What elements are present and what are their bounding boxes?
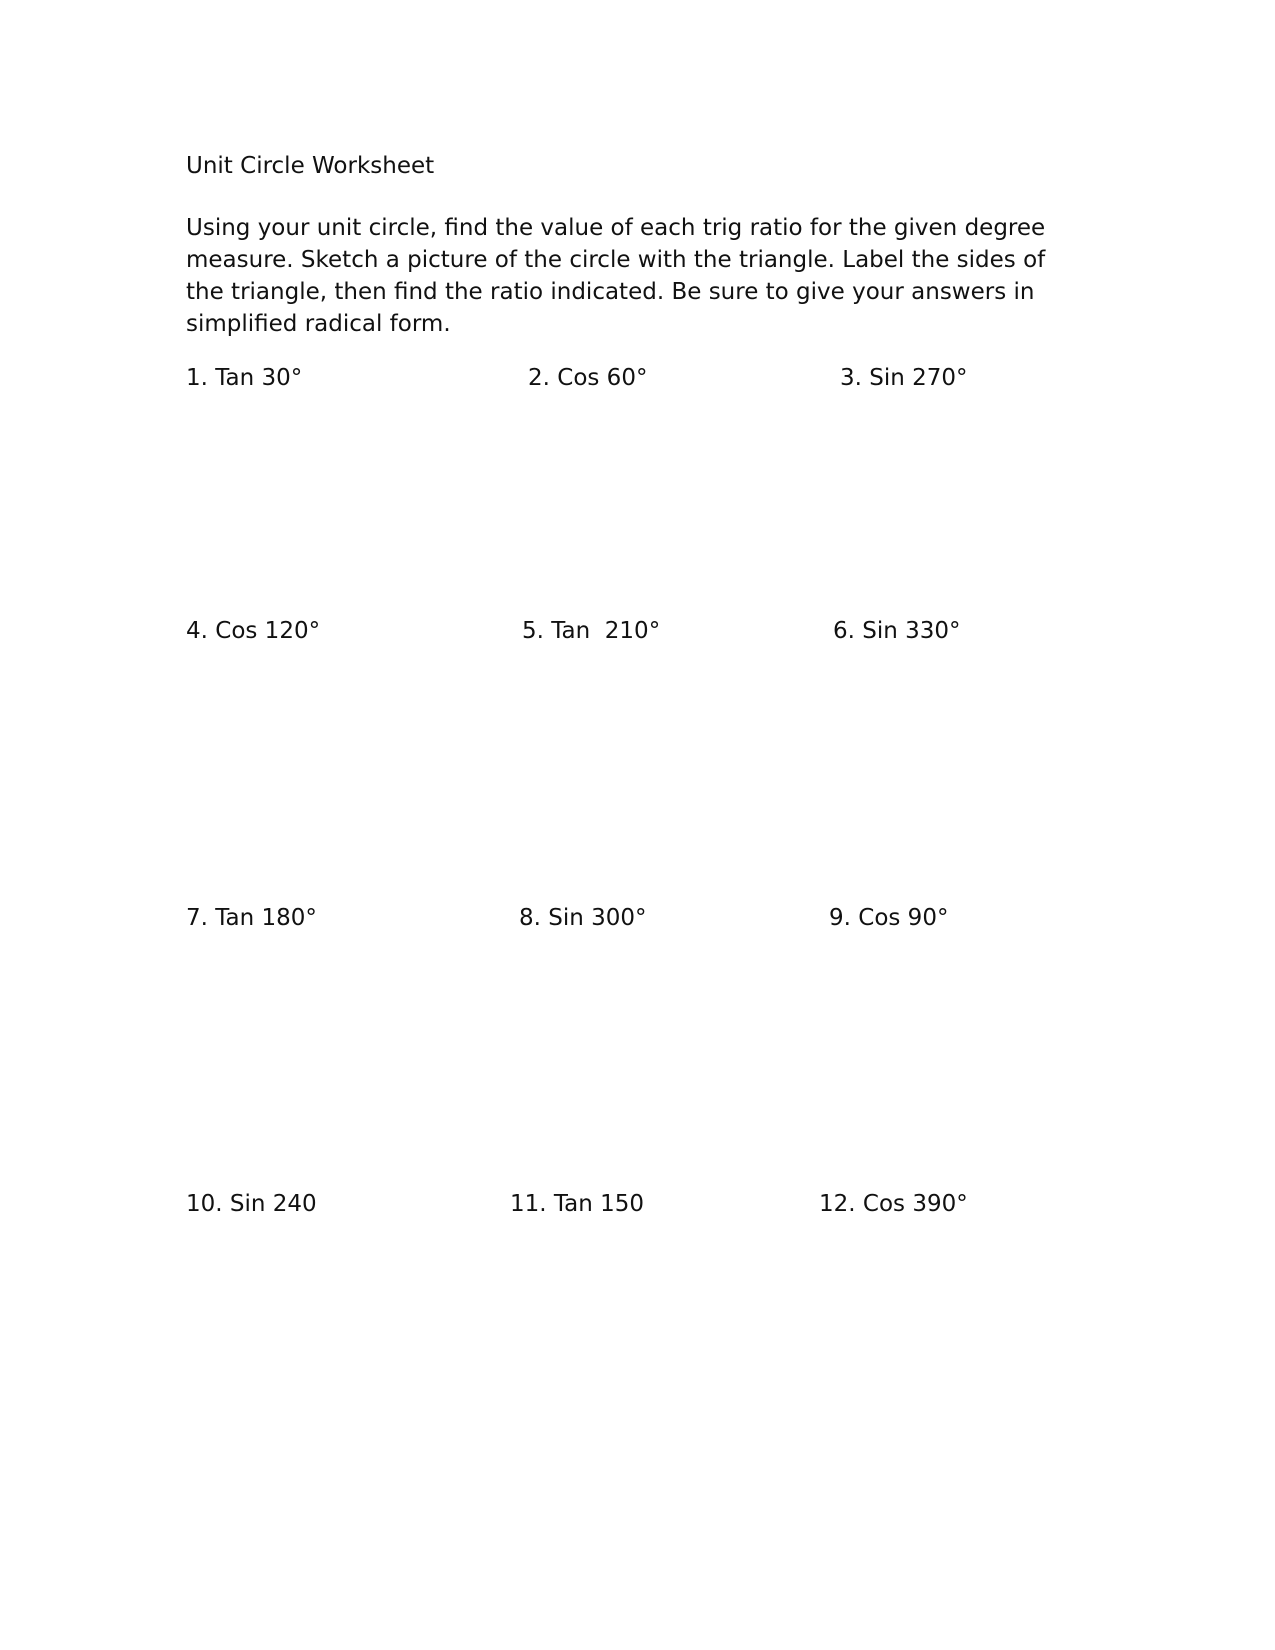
problem-8: 8. Sin 300°: [519, 905, 647, 931]
problem-1: 1. Tan 30°: [186, 365, 303, 391]
problem-9: 9. Cos 90°: [829, 905, 949, 931]
problem-10: 10. Sin 240: [186, 1191, 317, 1217]
problem-2: 2. Cos 60°: [528, 365, 648, 391]
problem-11: 11. Tan 150: [510, 1191, 645, 1217]
problem-6: 6. Sin 330°: [833, 618, 961, 644]
problem-4: 4. Cos 120°: [186, 618, 321, 644]
problem-5: 5. Tan 210°: [522, 618, 661, 644]
problem-3: 3. Sin 270°: [840, 365, 968, 391]
worksheet-instructions: Using your unit circle, find the value of each trig ratio for the given degree measure. Sketch a picture of the circle with the triangle. Label the sides of the triangle, then find the ratio indicated. Be sure to give your answers in simplified radical form.: [186, 215, 1046, 337]
problem-7: 7. Tan 180°: [186, 905, 317, 931]
worksheet-title: Unit Circle Worksheet: [186, 153, 435, 179]
problem-12: 12. Cos 390°: [819, 1191, 968, 1217]
